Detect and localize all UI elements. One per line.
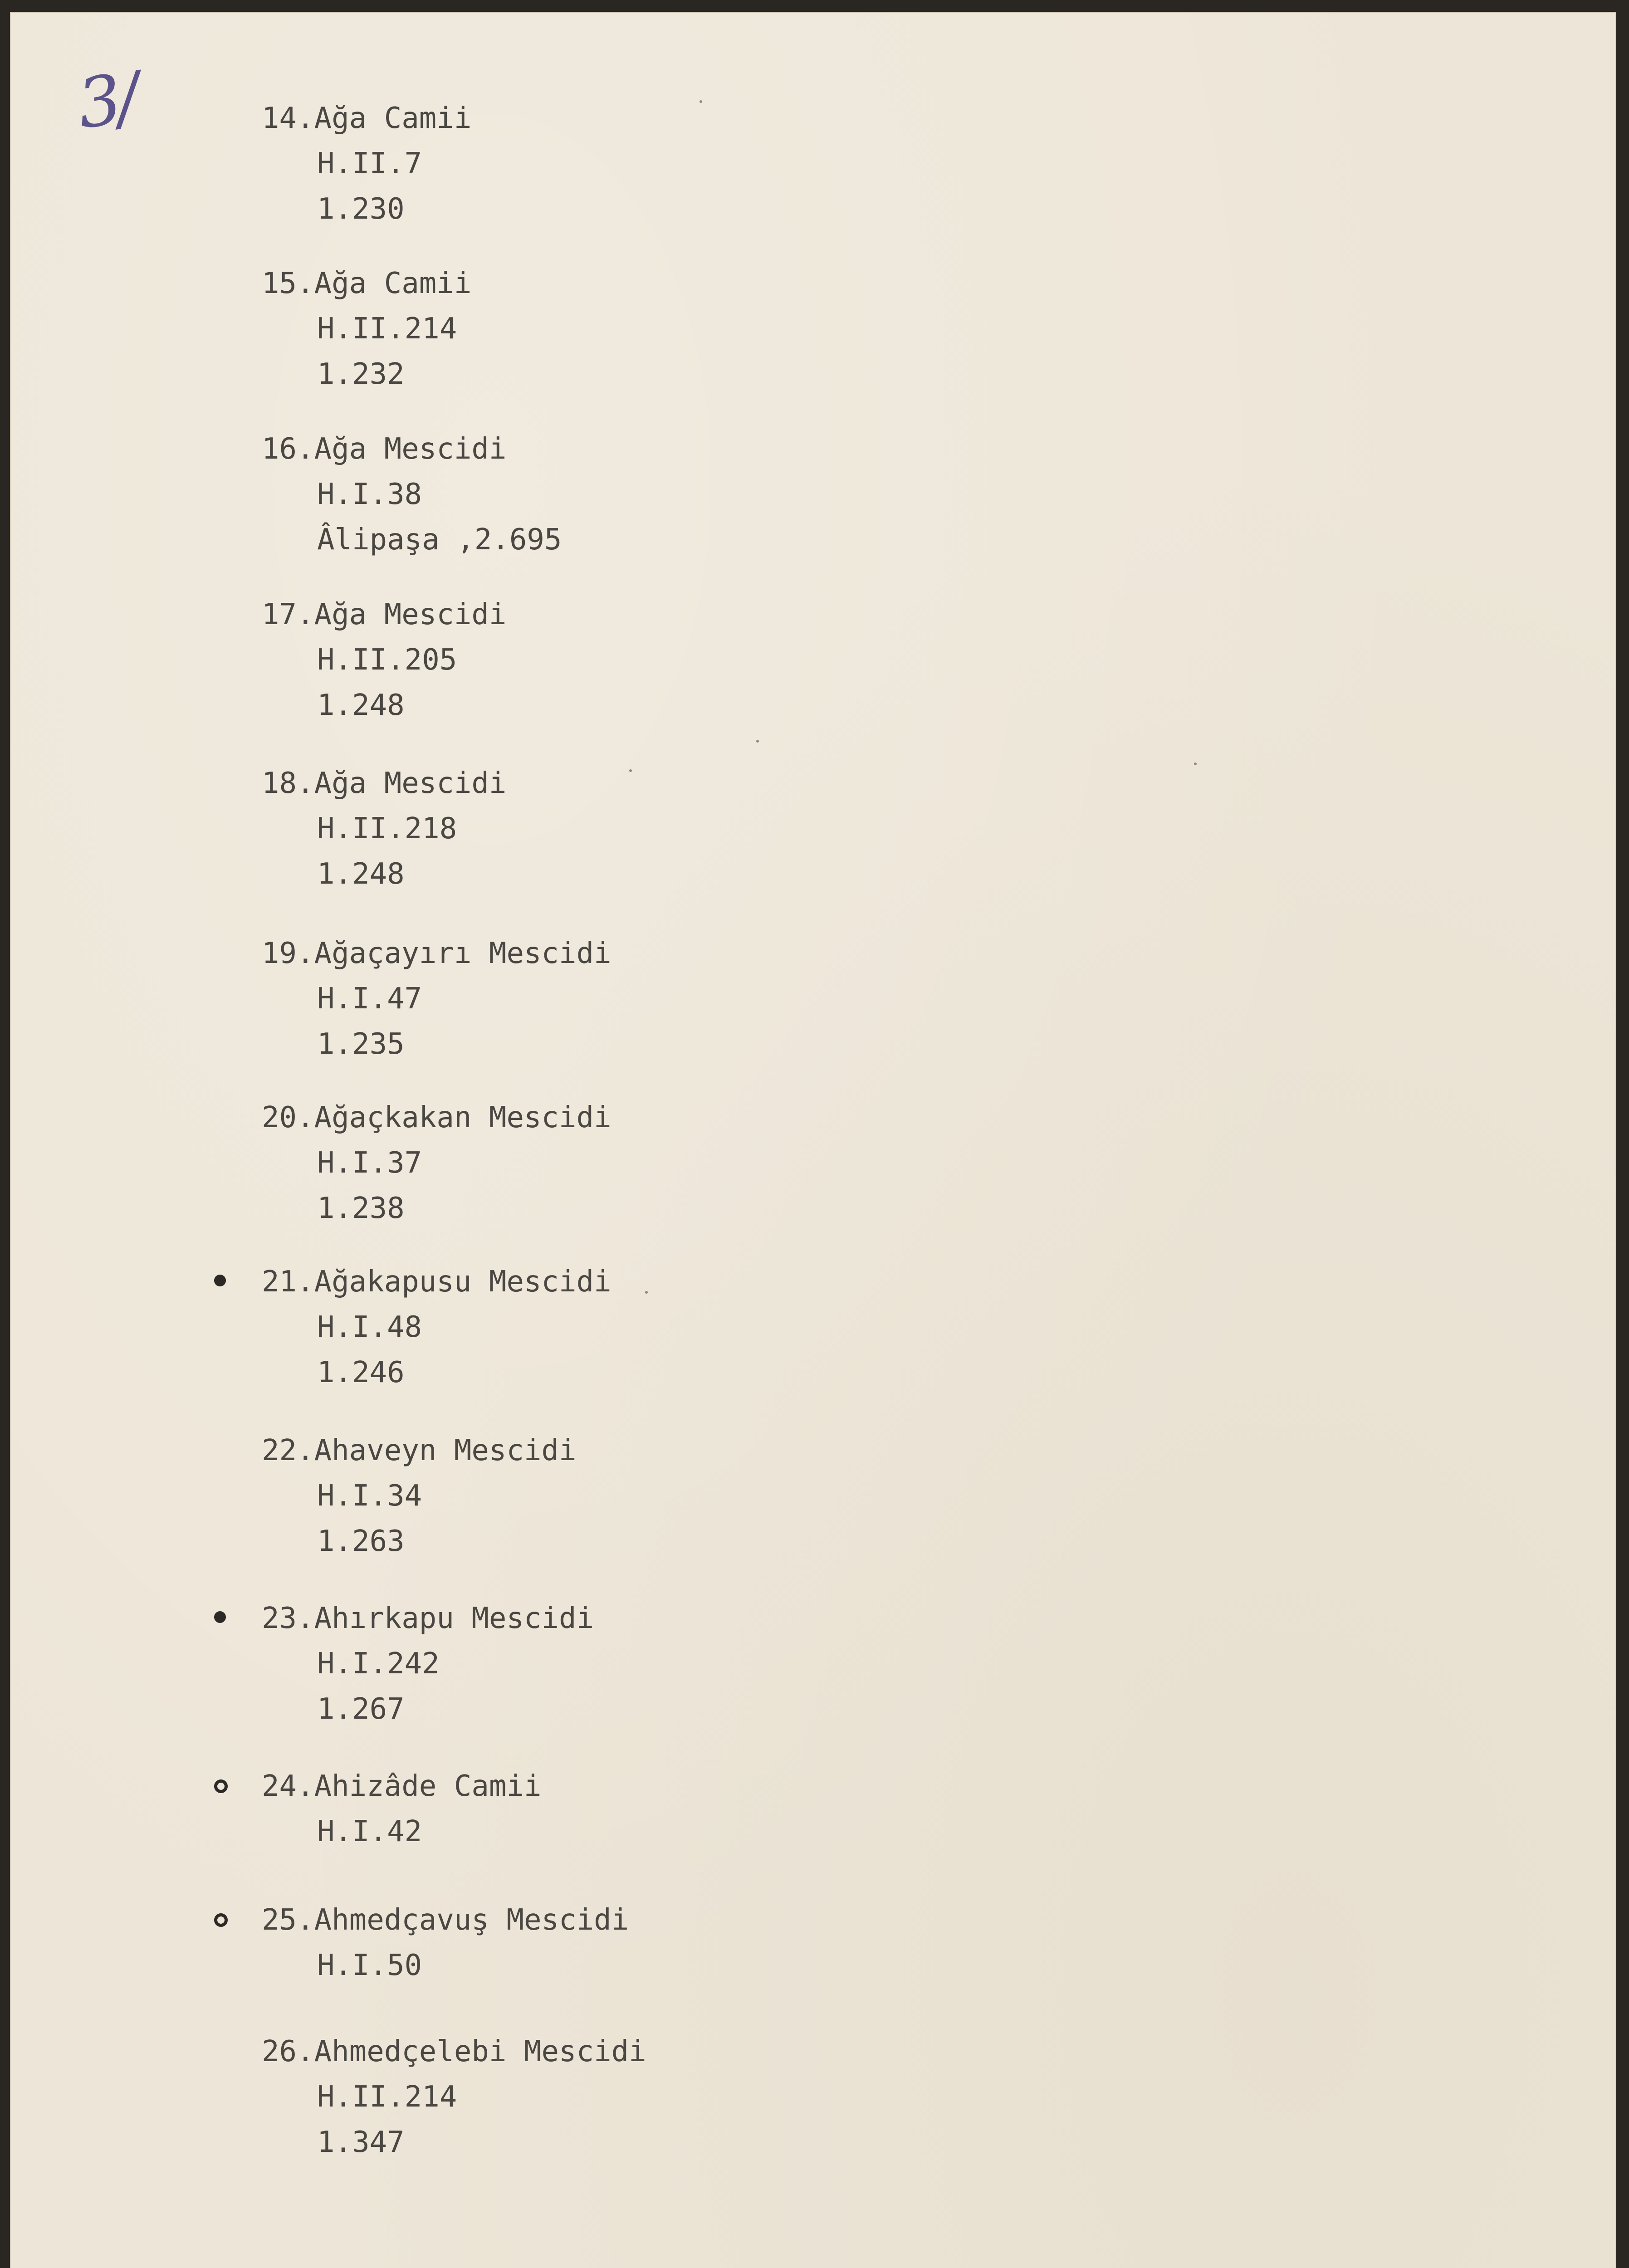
entry-page-reference: 1.232	[317, 357, 405, 391]
list-item	[262, 261, 646, 397]
entry-title: 14.Ağa Camii	[262, 102, 472, 135]
entry-title: 26.Ahmedçelebi Mescidi	[262, 2035, 646, 2068]
entry-title: 17.Ağa Mescidi	[262, 598, 507, 631]
entry-title: 24.Ahizâde Camii	[262, 1769, 542, 1803]
entry-reference: H.II.214	[317, 312, 457, 346]
entry-title: 21.Ağakapusu Mescidi	[262, 1265, 611, 1299]
entry-page-reference: 1.246	[317, 1356, 405, 1389]
list-item	[262, 931, 646, 1067]
entry-page-reference: 1.267	[317, 1692, 405, 1726]
list-item	[262, 96, 646, 232]
entry-reference: H.II.214	[317, 2080, 457, 2114]
entry-page-reference: 1.238	[317, 1192, 405, 1225]
entry-list	[262, 96, 646, 2165]
entry-title: 18.Ağa Mescidi	[262, 767, 507, 800]
entry-reference: H.I.242	[317, 1647, 440, 1681]
list-item	[262, 1095, 646, 1231]
paper-speck	[629, 769, 632, 772]
list-item	[262, 1764, 646, 1854]
entry-title: 16.Ağa Mescidi	[262, 432, 507, 466]
entry-title: 25.Ahmedçavuş Mescidi	[262, 1903, 629, 1937]
entry-reference: H.I.48	[317, 1310, 422, 1344]
entry-page-reference: 1.248	[317, 857, 405, 891]
entry-reference: H.I.38	[317, 478, 422, 511]
entry-reference: H.I.47	[317, 982, 422, 1016]
entry-reference: H.I.37	[317, 1146, 422, 1180]
paper-speck	[1194, 763, 1197, 765]
entry-title: 22.Ahaveyn Mescidi	[262, 1434, 577, 1467]
entry-reference: H.II.205	[317, 643, 457, 677]
filled-bullet-mark	[214, 1611, 226, 1623]
list-item	[262, 426, 646, 562]
entry-page-reference: 1.230	[317, 192, 405, 226]
entry-page-reference: 1.235	[317, 1027, 405, 1061]
entry-title: 19.Ağaçayırı Mescidi	[262, 937, 611, 970]
list-item	[262, 2029, 646, 2165]
filled-bullet-mark	[214, 1275, 226, 1286]
entry-reference: H.I.34	[317, 1479, 422, 1513]
entry-title: 20.Ağaçkakan Mescidi	[262, 1101, 611, 1134]
list-item	[262, 592, 646, 728]
list-item	[262, 1596, 646, 1732]
entry-title: 15.Ağa Camii	[262, 267, 472, 300]
list-item	[262, 1259, 646, 1395]
paper-speck	[645, 1291, 648, 1294]
handwritten-page-number: 3/	[73, 58, 141, 144]
entry-page-reference: 1.263	[317, 1525, 405, 1558]
entry-reference: H.II.7	[317, 147, 422, 181]
entry-page-reference: 1.248	[317, 689, 405, 722]
entry-page-reference: Âlipaşa ,2.695	[317, 523, 562, 557]
entry-title: 23.Ahırkapu Mescidi	[262, 1602, 594, 1635]
entry-page-reference: 1.347	[317, 2126, 405, 2159]
paper-sheet	[10, 12, 1616, 2268]
paper-speck	[700, 100, 702, 103]
paper-speck	[756, 740, 759, 743]
hollow-bullet-mark	[214, 1913, 228, 1927]
list-item	[262, 1428, 646, 1564]
list-item	[262, 1897, 646, 1988]
list-item	[262, 761, 646, 897]
entry-reference: H.I.42	[317, 1815, 422, 1848]
entry-reference: H.I.50	[317, 1949, 422, 1982]
entry-reference: H.II.218	[317, 812, 457, 846]
hollow-bullet-mark	[214, 1779, 228, 1793]
